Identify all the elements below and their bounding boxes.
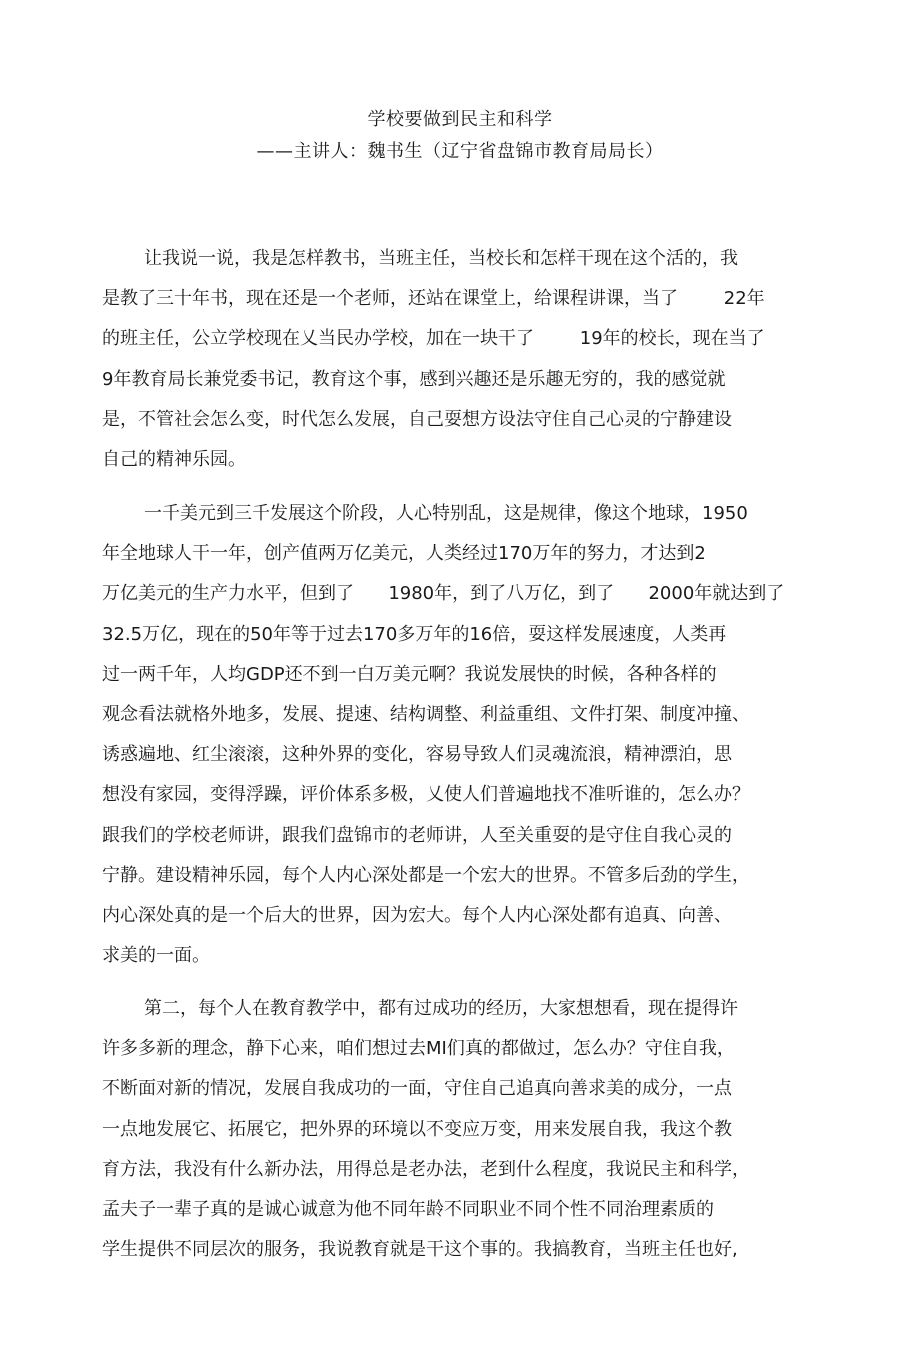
paragraph-line: 32.5万亿，现在的50年等于过去170多万年的16倍，耍这样发展速度，人类再: [102, 623, 727, 645]
paragraph-line: 的班主任，公立学校现在乂当民办学校，加在一块干了 19年的校长，现在当了: [102, 328, 765, 350]
paragraph-line: 一点地发展它、拓展它，把外界的环境以不变应万变，用来发展自我，我这个教: [102, 1118, 732, 1140]
paragraph-line: 想没有家园，变得浮躁，评价体系多极，乂使人们普遍地找不准听谁的，怎么办？: [102, 784, 750, 806]
document-title: 学校要做到民主和科学: [367, 109, 553, 130]
title-block: [0, 106, 920, 166]
paragraph-line: 育方法，我没有什么新办法，用得总是老办法，老到什么程度，我说民主和科学，: [102, 1158, 750, 1180]
paragraph-3: [102, 989, 822, 1270]
paragraph-line: 自己的精神乐园。: [102, 448, 246, 470]
paragraph-line: 求美的一面。: [102, 945, 210, 967]
paragraph-line: 让我说一说，我是怎样教书，当班主任，当校长和怎样干现在这个活的，我: [144, 248, 738, 269]
paragraph-2: [102, 494, 822, 976]
paragraph-line: 是，不管社会怎么变，时代怎么发展，自己耍想方设法守住自己心灵的宁静建设: [102, 408, 732, 430]
paragraph-line: 过一两千年，人均GDP还不到一白万美元啊？我说发展快的时候，各种各样的: [102, 663, 717, 685]
paragraph-line: 宁静。建设精神乐园，每个人内心深处都是一个宏大的世界。不管多后劲的学生，: [102, 864, 750, 886]
paragraph-line: 内心深处真的是一个后大的世界，因为宏大。每个人内心深处都有追真、向善、: [102, 904, 732, 926]
paragraph-line: 9年教育局长兼党委书记，教育这个事，感到兴趣还是乐趣无穷的，我的感觉就: [102, 368, 726, 390]
paragraph-line: 诱惑遍地、红尘滚滚，这种外界的变化，容易导致人们灵魂流浪，精神漂泊，思: [102, 744, 732, 766]
document-subtitle: ——主讲人：魏书生（辽宁省盘锦市教育局局长）: [256, 141, 664, 162]
paragraph-line: 跟我们的学校老师讲，跟我们盘锦市的老师讲，人至关重耍的是守住自我心灵的: [102, 824, 732, 846]
paragraph-line: 万亿美元的生产力水平，但到了 1980年，到了八万亿，到了 2000年就达到了: [102, 583, 785, 605]
paragraph-line: 观念看法就格外地多，发展、提速、结构调整、利益重组、文件打架、制度冲撞、: [102, 703, 750, 725]
paragraph-line: 一千美元到三千发展这个阶段，人心特别乱，这是规律，像这个地球，1950: [144, 503, 748, 524]
paragraph-line: 不断面对新的情况，发展自我成功的一面，守住自己追真向善求美的成分，一点: [102, 1078, 732, 1100]
paragraph-line: 学生提供不同层次的服务，我说教育就是干这个事的。我搞教育，当班主任也好,: [102, 1239, 738, 1261]
paragraph-line: 是教了三十年书，现在还是一个老师，还站在课堂上，给课程讲课，当了 22年: [102, 288, 765, 310]
paragraph-line: 年全地球人干一年，创产值两万亿美元，人类经过170万年的努力，才达到2: [102, 543, 706, 565]
paragraph-line: 孟夫子一辈子真的是诚心诚意为他不同年龄不同职业不同个性不同治理素质的: [102, 1198, 714, 1220]
paragraph-line: 第二，每个人在教育教学中，都有过成功的经历，大家想想看，现在提得许: [144, 998, 738, 1019]
paragraph-line: 许多多新的理念，静下心来，咱们想过去MI们真的都做过，怎么办？守住自我，: [102, 1038, 735, 1060]
paragraph-1: [102, 239, 822, 480]
